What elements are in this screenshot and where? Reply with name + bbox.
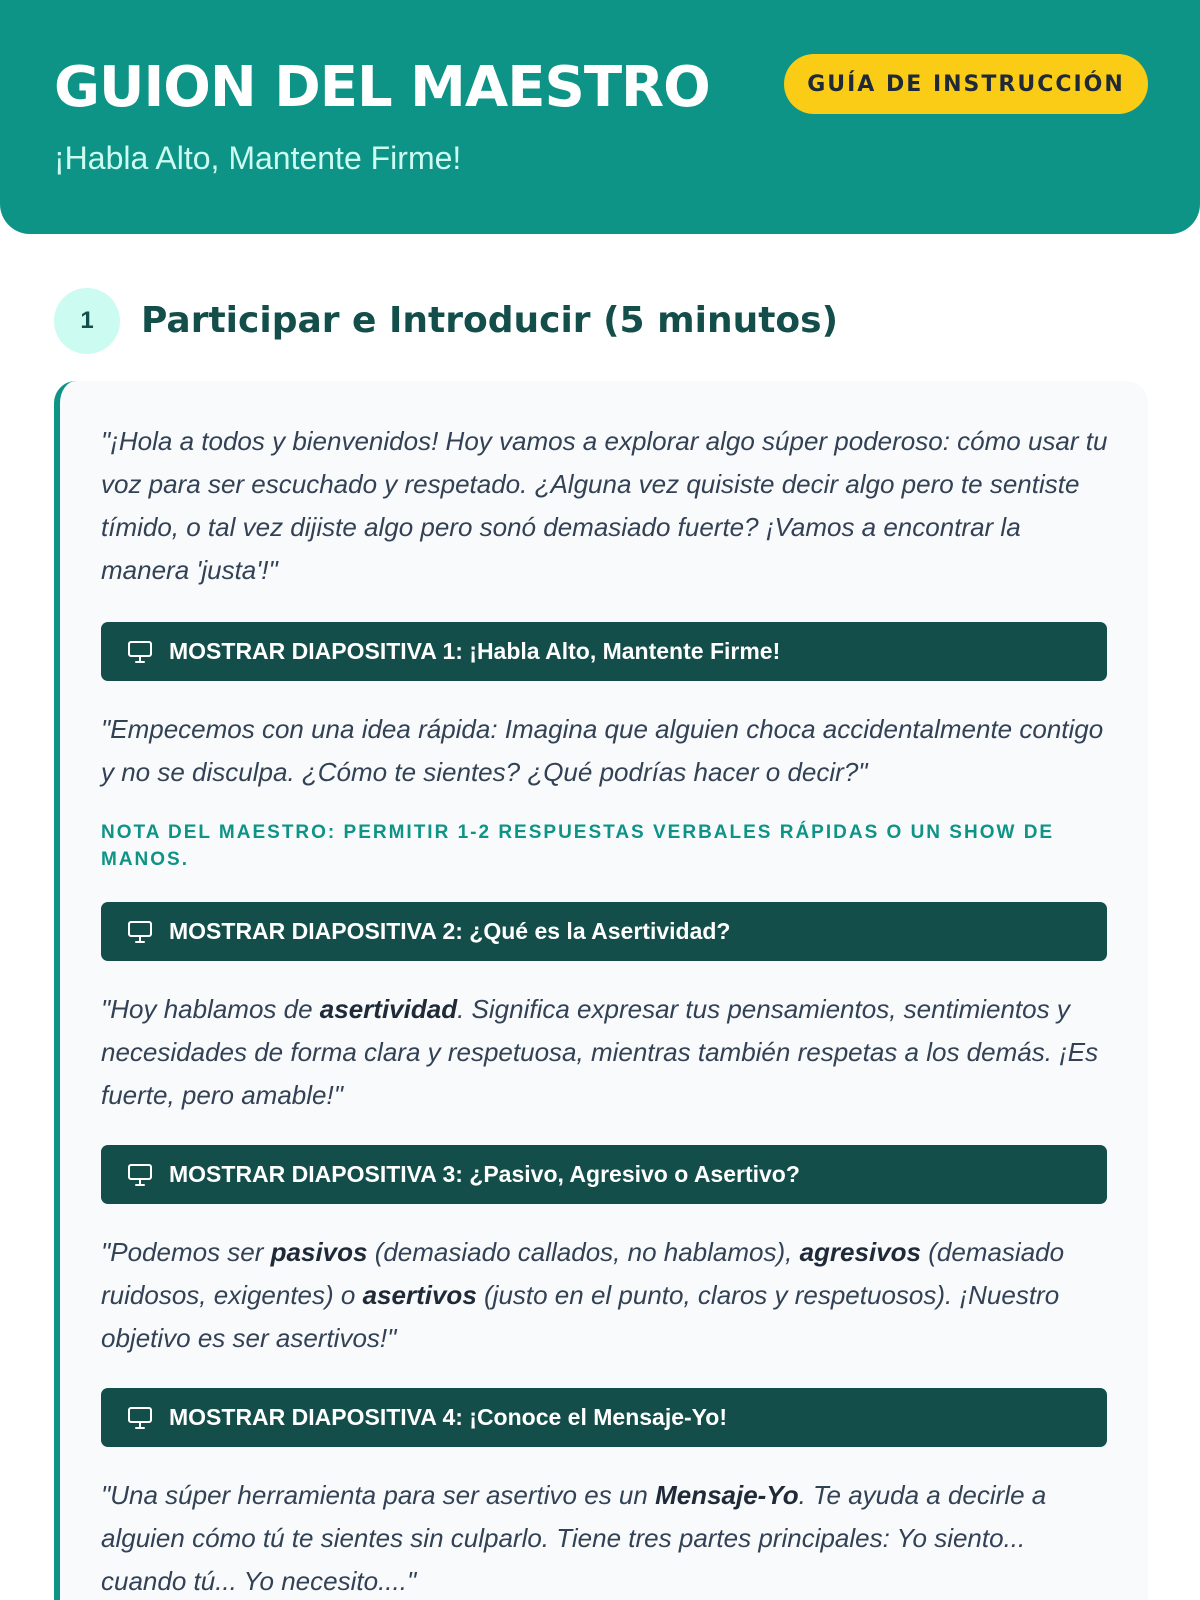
text-run: (justo en el punto, claros y respetuosos). ¡Nuestro objetivo es ser asertivos!" (101, 1280, 1060, 1353)
slide-cue-4 (101, 1388, 1107, 1447)
text-run: (demasiado callados, no hablamos), (367, 1237, 800, 1267)
text-run: "Podemos ser (101, 1237, 271, 1267)
script-paragraph-5 (101, 1474, 1111, 1600)
slide-cue-3 (101, 1145, 1107, 1204)
term-mensaje-yo: Mensaje-Yo (655, 1480, 799, 1510)
term-asertivos: asertivos (362, 1280, 477, 1310)
guide-badge: GUÍA DE INSTRUCCIÓN (784, 54, 1148, 114)
slide-cue-label: MOSTRAR DIAPOSITIVA 2: ¿Qué es la Asertividad? (169, 918, 731, 944)
text-run: . Significa expresar tus pensamientos, sentimientos y necesidades de forma clara y respetuosa, mientras también respetas a los demás. ¡Es fuerte, pero amable!" (101, 994, 1099, 1110)
text-run: "Una súper herramienta para ser asertivo es un (101, 1480, 656, 1510)
monitor-icon (127, 920, 153, 944)
text-run: "Hoy hablamos de (101, 994, 320, 1024)
text-run: (demasiado ruidosos, exigentes) o (101, 1237, 1065, 1310)
script-paragraph-3 (101, 988, 1111, 1117)
section-title: Participar e Introducir (5 minutos) (141, 300, 839, 341)
page-header (0, 0, 1200, 234)
script-paragraph-4 (101, 1231, 1111, 1360)
monitor-icon (127, 1163, 153, 1187)
monitor-icon (127, 640, 153, 664)
slide-cue-2 (101, 902, 1107, 961)
text-run: . Te ayuda a decirle a alguien cómo tú te sientes sin culparlo. Tiene tres partes principales: Yo siento... cuando tú... Yo necesito...." (101, 1480, 1047, 1596)
slide-cue-label: MOSTRAR DIAPOSITIVA 3: ¿Pasivo, Agresivo o Asertivo? (169, 1161, 800, 1187)
term-asertividad: asertividad (319, 994, 458, 1024)
term-pasivos: pasivos (270, 1237, 368, 1267)
slide-cue-label: MOSTRAR DIAPOSITIVA 1: ¡Habla Alto, Mantente Firme! (169, 638, 781, 664)
monitor-icon (127, 1406, 153, 1430)
term-agresivos: agresivos (799, 1237, 921, 1267)
slide-cue-1 (101, 622, 1107, 681)
page-subtitle: ¡Habla Alto, Mantente Firme! (54, 140, 462, 176)
script-paragraph-1: "¡Hola a todos y bienvenidos! Hoy vamos a explorar algo súper poderoso: cómo usar tu voz para ser escuchado y respetado. ¿Alguna vez quisiste decir algo pero te sentiste tímido, o tal vez dijiste algo pero sonó demasiado fuerte? ¡Vamos a encontrar la manera 'justa'!" (101, 426, 1108, 585)
section-number-badge: 1 (54, 288, 120, 354)
teacher-note: NOTA DEL MAESTRO: PERMITIR 1-2 RESPUESTAS VERBALES RÁPIDAS O UN SHOW DE MANOS. (101, 822, 1055, 870)
slide-cue-label: MOSTRAR DIAPOSITIVA 4: ¡Conoce el Mensaje-Yo! (169, 1404, 728, 1430)
page-title: GUION DEL MAESTRO (54, 55, 710, 120)
script-paragraph-2: "Empecemos con una idea rápida: Imagina que alguien choca accidentalmente contigo y no se disculpa. ¿Cómo te sientes? ¿Qué podrías hacer o decir?" (101, 714, 1104, 787)
